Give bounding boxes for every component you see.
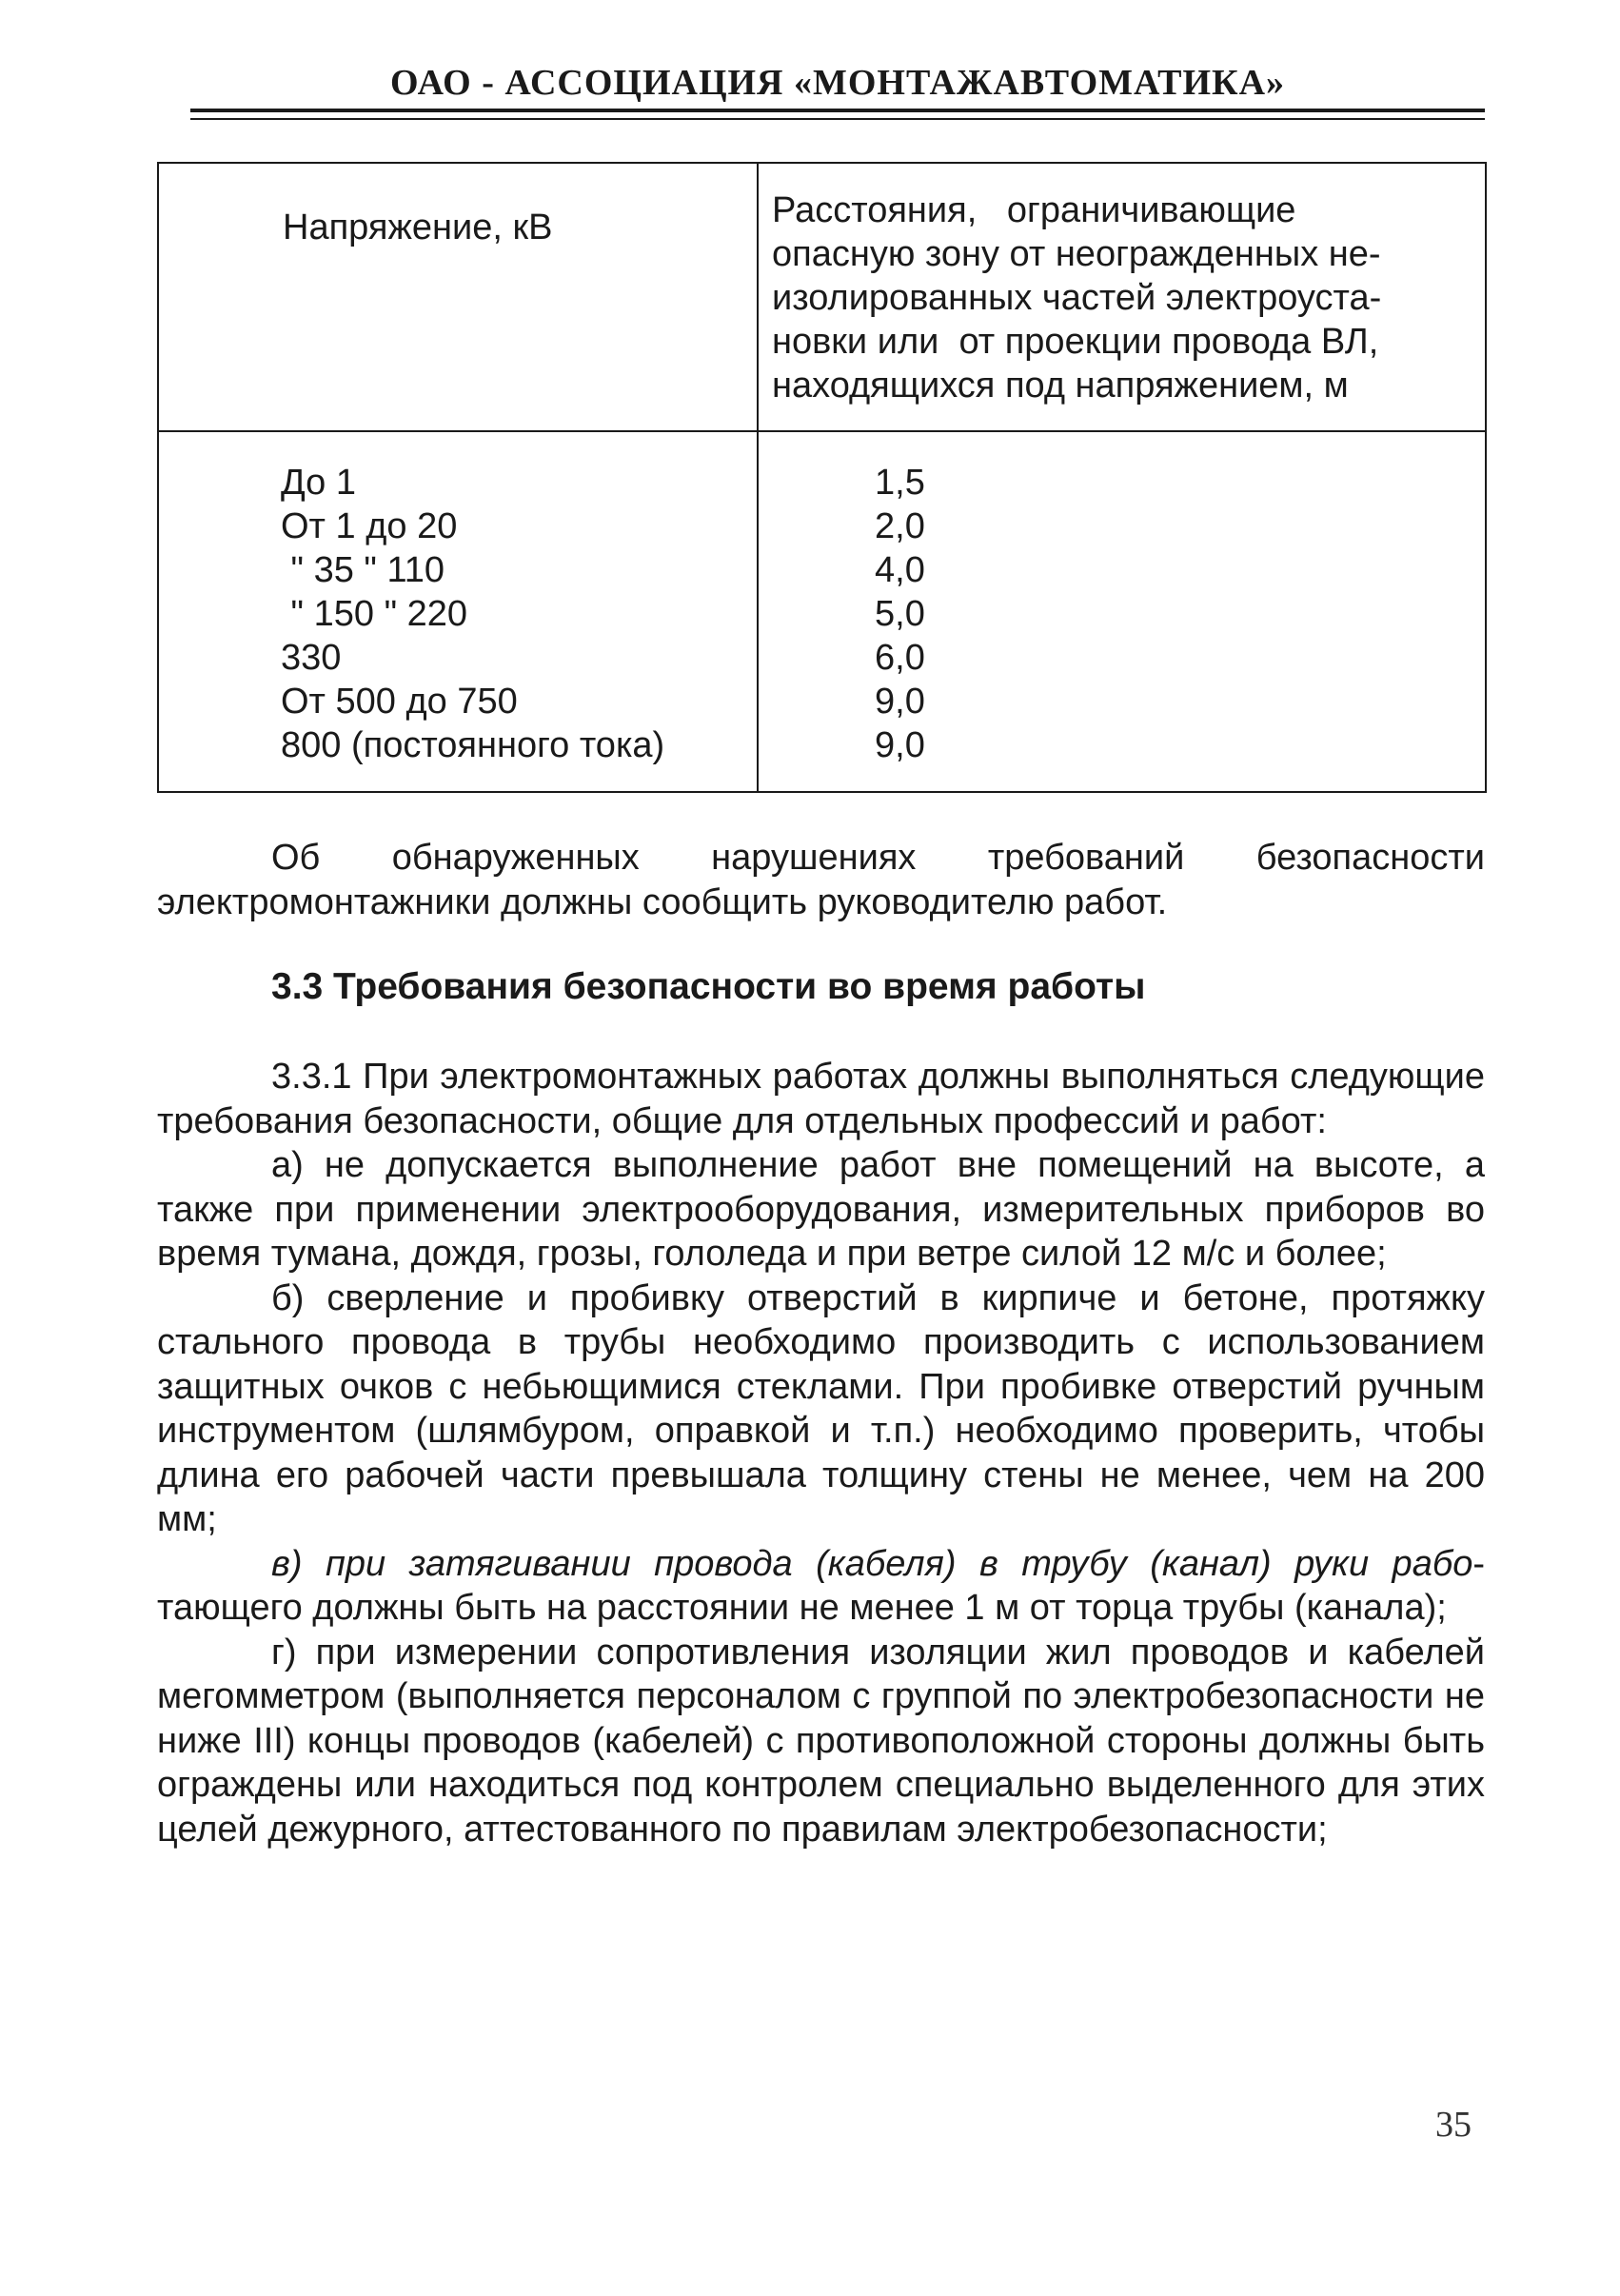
distance-column-header — [758, 163, 1486, 431]
distance-values-cell — [758, 431, 1486, 792]
voltage-value: От 500 до 750 — [281, 682, 518, 722]
list-item-a: а) не допускается выполнение работ вне помещений на высоте, а также при применении электрооборудования, измерительных приборов во время тумана, дождя, грозы, гололеда и при ветре силой 12 м/с и более; — [157, 1145, 1485, 1274]
list-item-b: б) сверление и пробивку отверстий в кирпиче и бетоне, протяжку стального провода в трубы необходимо производить с использованием защитных очков с небьющимися стеклами. При пробивке отверстий ручным инструментом (шлямбуром, оправкой и т.п.) необходимо проверить, чтобы длина его рабочей части превышала толщину стены не менее, чем на 200 мм; — [157, 1277, 1485, 1539]
voltage-column-header: Напряжение, кВ — [158, 163, 758, 431]
voltage-value: До 1 — [281, 463, 356, 503]
table-header-row — [158, 163, 1486, 431]
voltage-value: 330 — [281, 638, 342, 678]
voltage-distance-table — [157, 162, 1487, 793]
paragraph-3-3-1: 3.3.1 При электромонтажных работах должны выполняться следующие требования безопасности, общие для отдельных профессий и работ: — [157, 1057, 1485, 1141]
distance-header-line: Расстояния, ограничивающие — [772, 190, 1296, 230]
distance-value: 2,0 — [875, 506, 925, 546]
distance-value: 9,0 — [875, 682, 925, 722]
header-rule-thick — [190, 109, 1485, 112]
list-item-v: в) при затягивании провода (кабеля) в трубу (канал) руки рабо-тающего должны быть на расстоянии не менее 1 м от торца трубы (канала); — [157, 1543, 1485, 1628]
distance-value: 5,0 — [875, 594, 925, 634]
header-rule-thin — [190, 118, 1485, 120]
violations-paragraph: Об обнаруженных нарушениях требований безопасности электромонтажники должны сообщить руководителю работ. — [157, 838, 1485, 922]
distance-value: 1,5 — [875, 463, 925, 503]
list-item-v-rest: тающего должны быть на расстоянии не менее 1 м от торца трубы (канала); — [157, 1588, 1447, 1628]
running-header-title: ОАО - АССОЦИАЦИЯ «МОНТАЖАВТОМАТИКА» — [389, 63, 1286, 103]
section-heading: 3.3 Требования безопасности во время работы — [271, 966, 1146, 1007]
list-item-g: г) при измерении сопротивления изоляции жил проводов и кабелей мегомметром (выполняется персоналом с группой по электробезопасности не ниже III) концы проводов (кабелей) с противоположной стороны должны быть ограждены или находиться под контролем специально выделенного для этих целей дежурного, аттестованного по правилам электробезопасности; — [157, 1632, 1485, 1850]
distance-value: 4,0 — [875, 550, 925, 590]
distance-value: 9,0 — [875, 725, 925, 765]
page-number: 35 — [1435, 2105, 1472, 2145]
distance-header-line: находящихся под напряжением, м — [772, 366, 1349, 406]
voltage-value: От 1 до 20 — [281, 506, 458, 546]
voltage-value: " 150 " 220 — [281, 594, 468, 634]
list-item-v-italic: в) при затягивании провода (кабеля) в трубу (канал) руки рабо — [271, 1543, 1473, 1584]
distance-header-line: новки или от проекции провода ВЛ, — [772, 322, 1379, 362]
voltage-value: 800 (постоянного тока) — [281, 725, 665, 765]
distance-header-line: опасную зону от неогражденных не- — [772, 234, 1381, 274]
violations-paragraph-block — [157, 836, 1485, 924]
voltage-value: " 35 " 110 — [281, 550, 445, 590]
distance-header-line: изолированных частей электроуста- — [772, 278, 1382, 318]
voltage-values-cell — [158, 431, 758, 792]
table-body-row — [158, 431, 1486, 792]
requirements-block — [157, 1055, 1485, 1851]
distance-value: 6,0 — [875, 638, 925, 678]
